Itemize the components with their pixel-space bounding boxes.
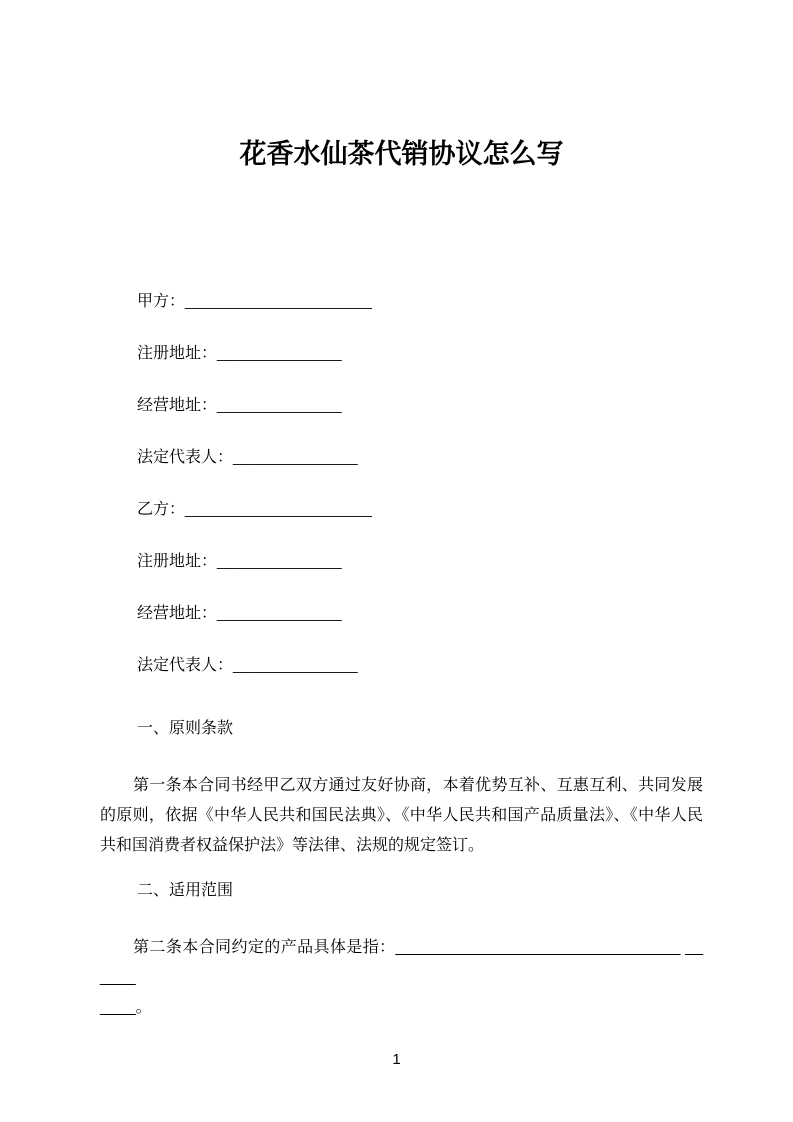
section-principles <box>100 719 703 861</box>
field-blank-line: ______________ <box>233 449 358 466</box>
field-row-business-address-a <box>137 396 703 416</box>
field-row-registered-address-b <box>137 552 703 572</box>
document-title: 花香水仙茶代销协议怎么写 <box>239 139 564 169</box>
field-blank-line: ______________ <box>217 397 342 414</box>
field-label: 乙方： <box>137 501 186 518</box>
field-row-party-b <box>137 500 703 520</box>
field-blank-line: _____________________ <box>185 501 372 518</box>
field-label: 经营地址： <box>137 397 218 414</box>
field-label: 注册地址： <box>137 345 218 362</box>
page-number: 1 <box>392 1051 401 1068</box>
field-row-registered-address-a <box>137 344 703 364</box>
field-label: 法定代表人： <box>137 449 234 466</box>
section-paragraph-continuation: ____。 <box>100 999 152 1016</box>
field-row-party-a <box>137 292 703 312</box>
section-heading: 一、原则条款 <box>137 720 234 737</box>
field-label: 经营地址： <box>137 605 218 622</box>
section-heading: 二、适用范围 <box>137 882 234 899</box>
section-paragraph: 第二条本合同约定的产品具体是指：________________________________ ______ <box>100 939 703 986</box>
field-row-business-address-b <box>137 604 703 624</box>
field-label: 甲方： <box>137 293 186 310</box>
section-paragraph: 第一条本合同书经甲乙双方通过友好协商，本着优势互补、互惠互利、共同发展的原则，依据《中华人民共和国民法典》、《中华人民共和国产品质量法》、《中华人民共和国消费者权益保护法》等法律、法规的规定签订。 <box>100 777 703 854</box>
field-blank-line: ______________ <box>217 345 342 362</box>
field-blank-line: _____________________ <box>185 293 372 310</box>
field-label: 注册地址： <box>137 553 218 570</box>
field-blank-line: ______________ <box>233 657 358 674</box>
field-blank-line: ______________ <box>217 605 342 622</box>
section-scope <box>100 881 703 1023</box>
field-label: 法定代表人： <box>137 657 234 674</box>
party-fields <box>100 292 703 676</box>
field-blank-line: ______________ <box>217 553 342 570</box>
field-row-legal-representative-a <box>137 448 703 468</box>
field-row-legal-representative-b <box>137 656 703 676</box>
